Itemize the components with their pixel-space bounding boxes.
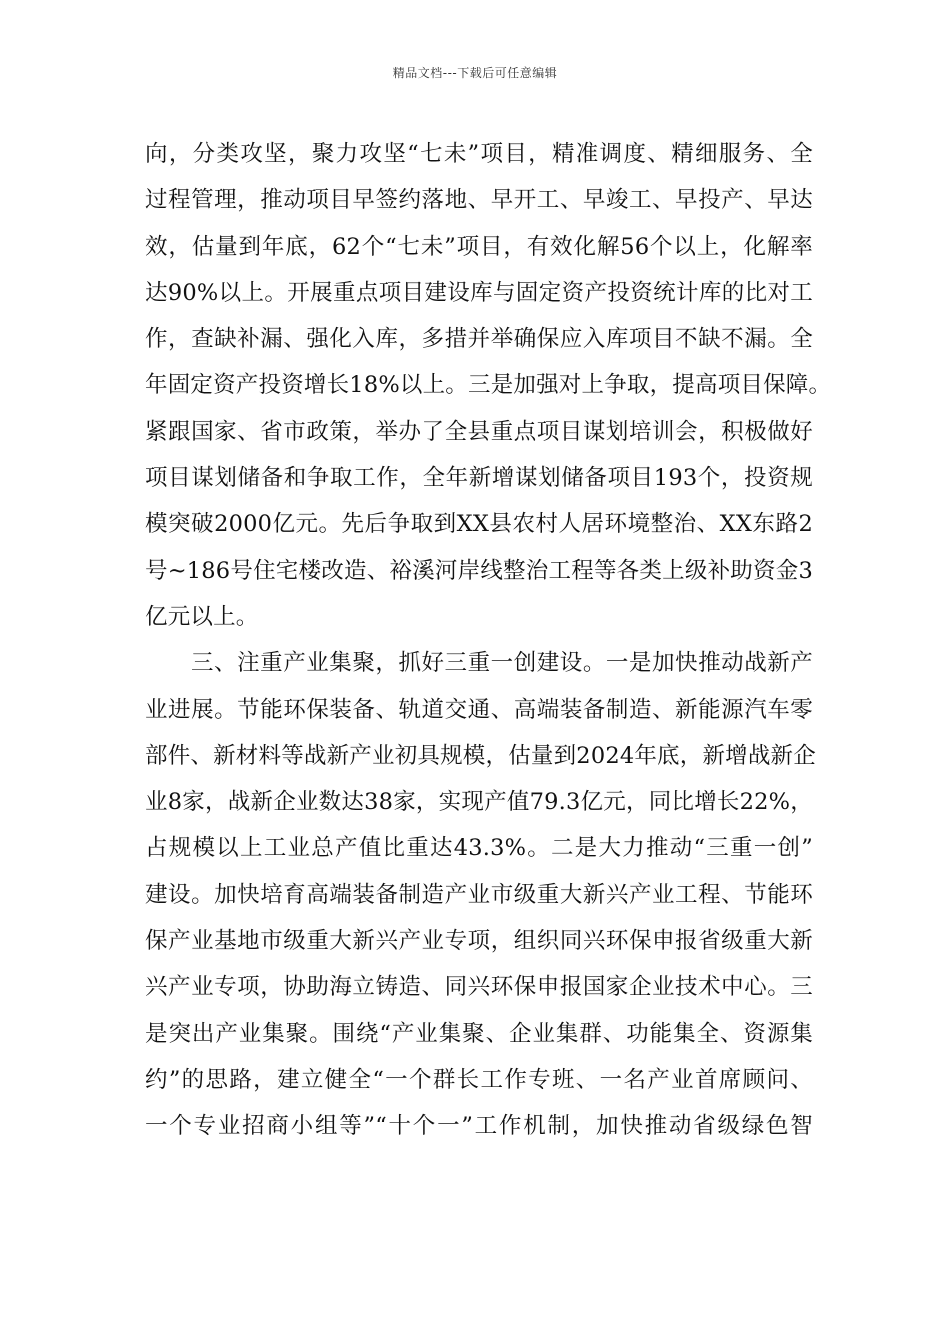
- text-line: 亿元以上。: [145, 603, 259, 630]
- text-line: 号~186号住宅楼改造、裕溪河岸线整治工程等各类上级补助资金3: [145, 557, 813, 584]
- text-line: 模突破2000亿元。先后争取到XX县农村人居环境整治、XX东路2: [145, 511, 813, 538]
- text-line: 作，查缺补漏、强化入库，多措并举确保应入库项目不缺不漏。全: [145, 326, 813, 353]
- text-line: 业进展。节能环保装备、轨道交通、高端装备制造、新能源汽车零: [145, 696, 813, 723]
- text-line: 业8家，战新企业数达38家，实现产值79.3亿元，同比增长22%，: [145, 789, 813, 816]
- text-line: 过程管理，推动项目早签约落地、早开工、早竣工、早投产、早达: [145, 187, 813, 214]
- text-line: 效，估量到年底，62个“七未”项目，有效化解56个以上，化解率: [145, 233, 813, 260]
- text-line: 约”的思路，建立健全“一个群长工作专班、一名产业首席顾问、: [145, 1066, 813, 1093]
- text-line: 部件、新材料等战新产业初具规模，估量到2024年底，新增战新企: [145, 742, 816, 769]
- text-line: 占规模以上工业总产值比重达43.3%。二是大力推动“三重一创”: [145, 835, 813, 862]
- text-line: 达90%以上。开展重点项目建设库与固定资产投资统计库的比对工: [145, 279, 813, 306]
- text-line: 建设。加快培育高端装备制造产业市级重大新兴产业工程、节能环: [145, 881, 813, 908]
- page-header: 精品文档---下载后可任意编辑: [392, 66, 558, 80]
- text-line: 保产业基地市级重大新兴产业专项，组织同兴环保申报省级重大新: [145, 928, 813, 955]
- document-body: [145, 131, 832, 1150]
- text-line: 年固定资产投资增长18%以上。三是加强对上争取，提高项目保障。: [145, 372, 832, 399]
- text-line: 项目谋划储备和争取工作，全年新增谋划储备项目193个，投资规: [145, 465, 813, 492]
- section-heading-line: 三、注重产业集聚，抓好三重一创建设。一是加快推动战新产: [191, 650, 813, 677]
- text-line: 兴产业专项，协助海立铸造、同兴环保申报国家企业技术中心。三: [145, 974, 813, 1001]
- text-line: 向，分类攻坚，聚力攻坚“七未”项目，精准调度、精细服务、全: [145, 141, 813, 167]
- text-line: 是突出产业集聚。围绕“产业集聚、企业集群、功能集全、资源集: [145, 1020, 813, 1047]
- text-line: 一个专业招商小组等”“十个一”工作机制，加快推动省级绿色智: [145, 1113, 813, 1140]
- text-line: 紧跟国家、省市政策，举办了全县重点项目谋划培训会，积极做好: [145, 418, 813, 445]
